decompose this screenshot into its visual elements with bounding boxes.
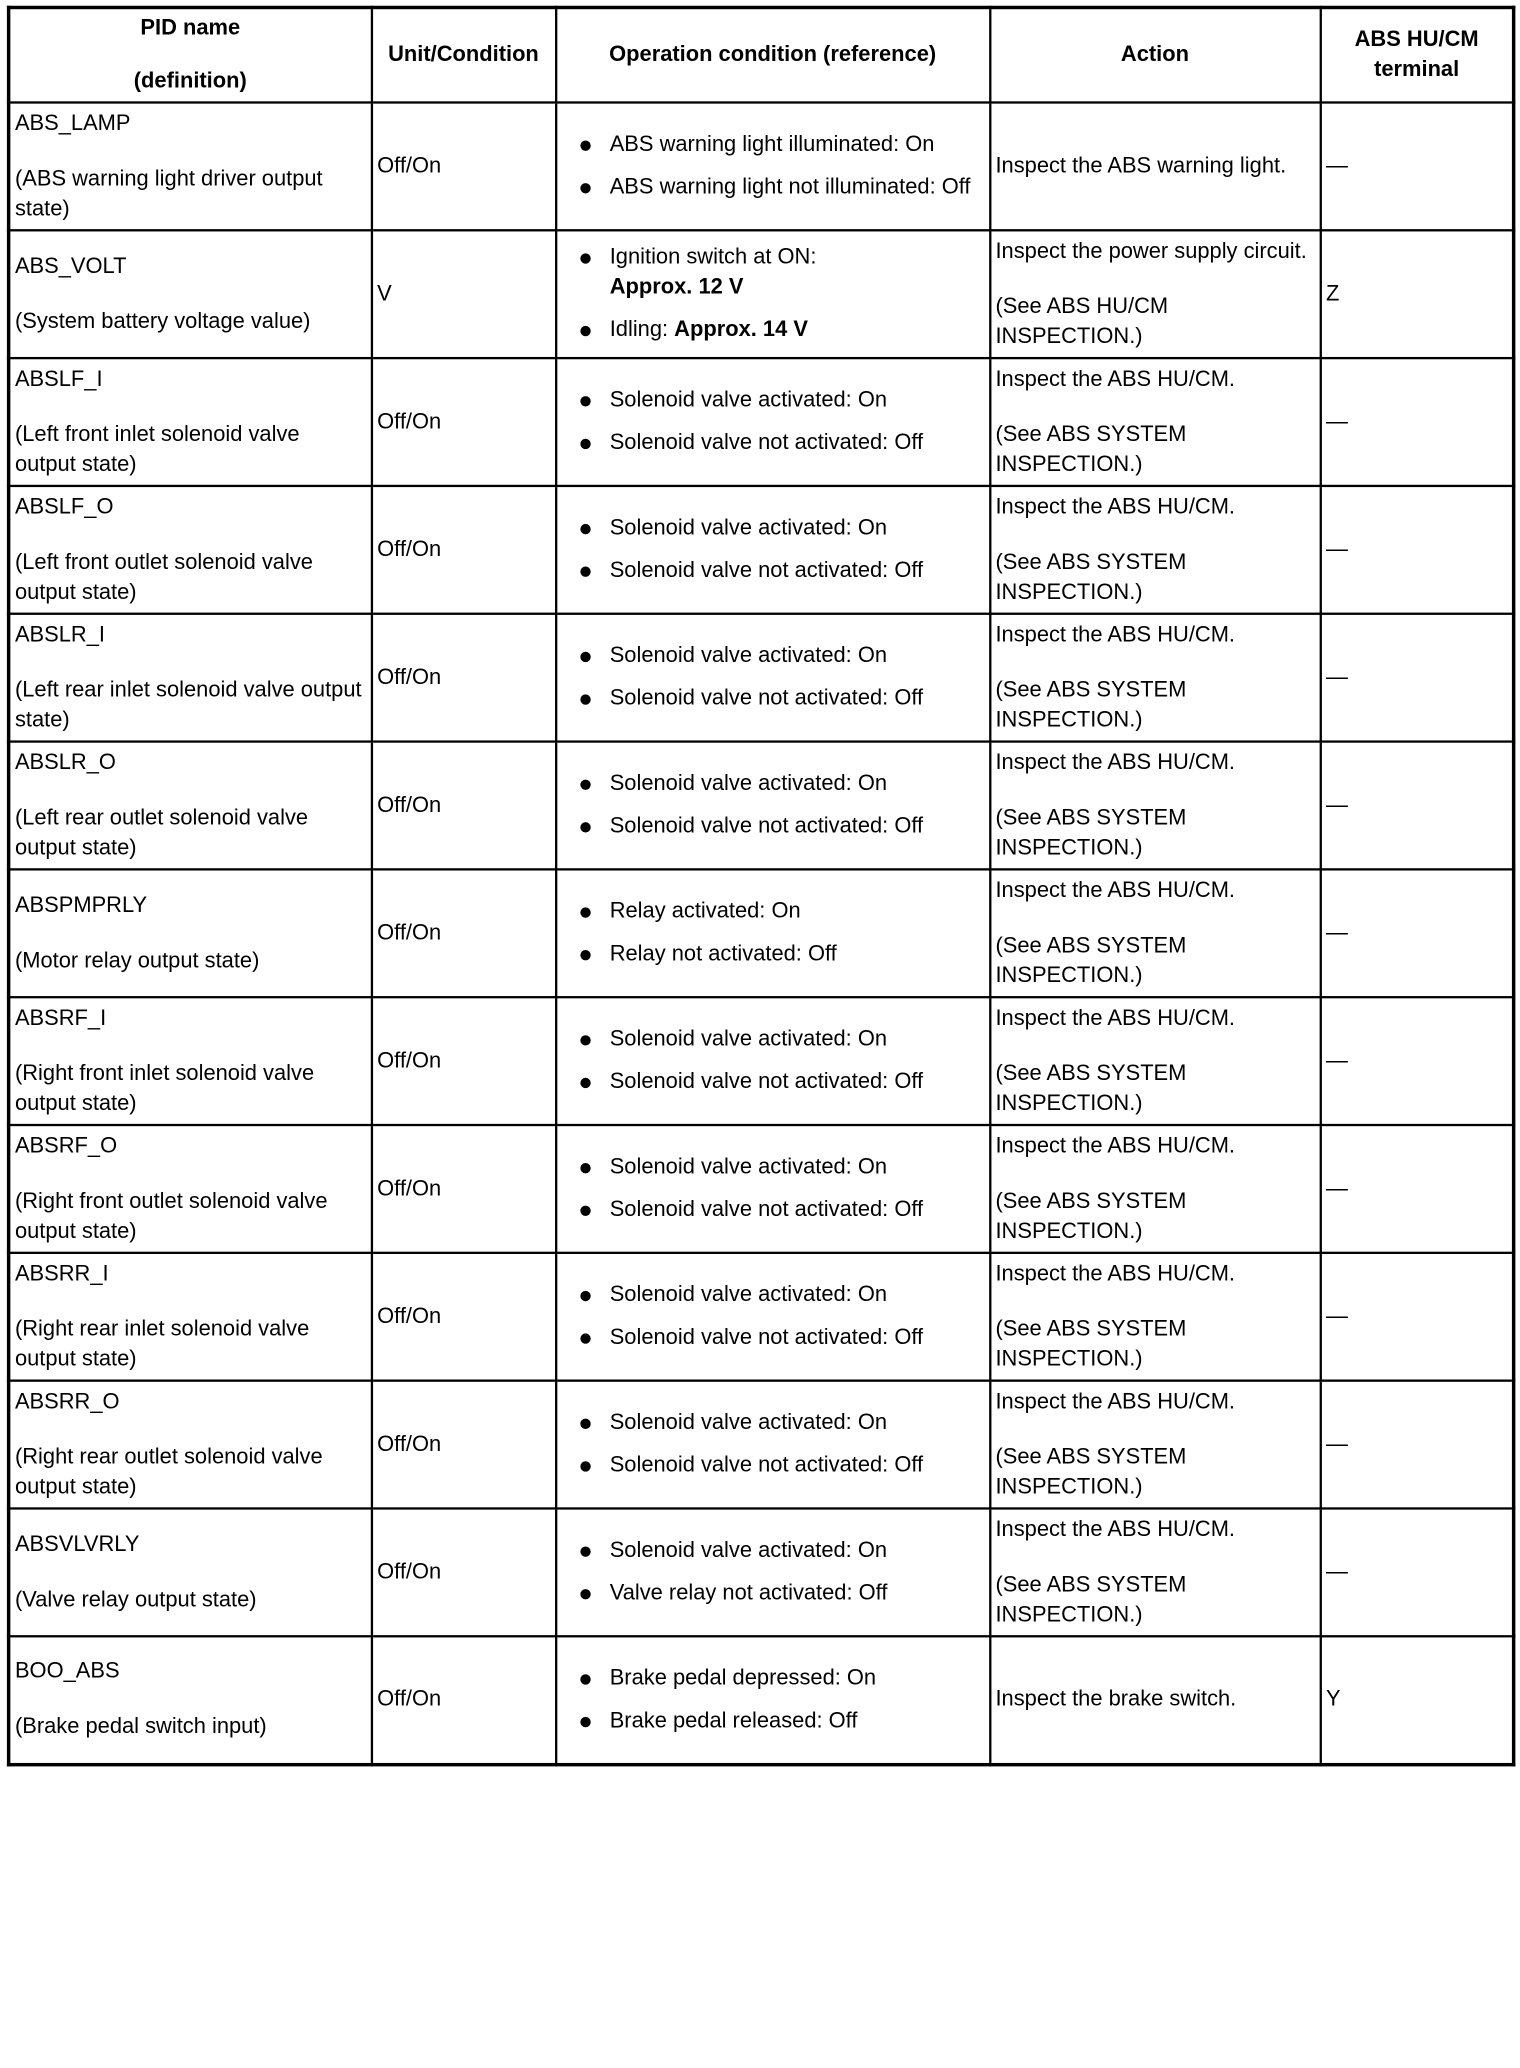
condition-item bbox=[561, 1153, 984, 1183]
bullet-icon bbox=[580, 183, 590, 193]
action-cell bbox=[990, 1125, 1320, 1253]
terminal-cell: Y bbox=[1320, 1636, 1513, 1764]
action-cell bbox=[990, 997, 1320, 1125]
pid-code: ABS_VOLT bbox=[14, 253, 127, 279]
condition-item bbox=[561, 1067, 984, 1097]
condition-text: Idling: bbox=[609, 317, 675, 342]
action-cell bbox=[990, 1508, 1320, 1636]
bullet-icon bbox=[580, 1419, 590, 1429]
pid-code: ABSLR_I bbox=[14, 622, 105, 647]
bullet-icon bbox=[580, 652, 590, 662]
bullet-icon bbox=[580, 1546, 590, 1556]
pid-code: ABSLF_O bbox=[14, 494, 114, 519]
condition-item bbox=[561, 173, 984, 203]
bullet-icon bbox=[580, 326, 590, 336]
bullet-icon bbox=[580, 524, 590, 534]
action-cell bbox=[990, 1381, 1320, 1509]
bullet-icon bbox=[580, 567, 590, 577]
condition-text: Ignition switch at ON: bbox=[609, 245, 817, 270]
bullet-icon bbox=[580, 1163, 590, 1173]
pid-definition: (Right rear outlet solenoid valve output state) bbox=[14, 1444, 323, 1499]
terminal-cell: — bbox=[1320, 997, 1513, 1125]
action-reference: (See ABS SYSTEM INSPECTION.) bbox=[995, 805, 1187, 860]
action-cell bbox=[990, 486, 1320, 614]
pid-definition: (Brake pedal switch input) bbox=[14, 1714, 267, 1740]
action-text: Inspect the brake switch. bbox=[995, 1687, 1237, 1712]
unit-cell: Off/On bbox=[371, 742, 555, 870]
operation-condition-cell bbox=[556, 1125, 990, 1253]
action-text: Inspect the ABS warning light. bbox=[995, 153, 1287, 178]
bullet-icon bbox=[580, 439, 590, 449]
condition-item bbox=[561, 1323, 984, 1353]
condition-text: Solenoid valve not activated: Off bbox=[609, 1453, 924, 1478]
condition-list bbox=[561, 1664, 984, 1737]
condition-list bbox=[561, 641, 984, 714]
operation-condition-cell bbox=[556, 486, 990, 614]
condition-text: Solenoid valve not activated: Off bbox=[609, 1197, 924, 1222]
operation-condition-cell bbox=[556, 230, 990, 358]
pid-definition: (Motor relay output state) bbox=[14, 948, 260, 973]
pid-definition: (ABS warning light driver output state) bbox=[14, 166, 323, 221]
terminal-cell: Z bbox=[1320, 230, 1513, 358]
terminal-cell: — bbox=[1320, 869, 1513, 997]
table-row bbox=[9, 869, 1514, 997]
condition-list bbox=[561, 1025, 984, 1098]
action-reference: (See ABS HU/CM INSPECTION.) bbox=[995, 294, 1169, 349]
pid-code: ABSLF_I bbox=[14, 366, 103, 391]
bullet-icon bbox=[580, 253, 590, 263]
action-text: Inspect the ABS HU/CM. bbox=[995, 750, 1236, 775]
action-reference: (See ABS SYSTEM INSPECTION.) bbox=[995, 549, 1187, 604]
condition-item bbox=[561, 812, 984, 842]
table-row bbox=[9, 486, 1514, 614]
action-reference: (See ABS SYSTEM INSPECTION.) bbox=[995, 1061, 1187, 1116]
condition-item bbox=[561, 1025, 984, 1055]
action-cell bbox=[990, 102, 1320, 230]
action-text: Inspect the power supply circuit. bbox=[995, 238, 1307, 264]
condition-item bbox=[561, 1195, 984, 1225]
condition-text: Solenoid valve activated: On bbox=[609, 1154, 888, 1180]
bullet-icon bbox=[580, 1291, 590, 1301]
operation-condition-cell bbox=[556, 997, 990, 1125]
pid-definition: (Left rear inlet solenoid valve output state) bbox=[14, 677, 362, 732]
unit-cell: Off/On bbox=[371, 358, 555, 486]
operation-condition-cell bbox=[556, 358, 990, 486]
table-row bbox=[9, 230, 1514, 358]
condition-text: Brake pedal depressed: On bbox=[609, 1665, 877, 1691]
pid-definition: (Left front inlet solenoid valve output state) bbox=[14, 422, 300, 477]
action-reference: (See ABS SYSTEM INSPECTION.) bbox=[995, 677, 1187, 732]
condition-text: Solenoid valve not activated: Off bbox=[609, 1325, 924, 1350]
action-text: Inspect the ABS HU/CM. bbox=[995, 1517, 1236, 1542]
condition-item bbox=[561, 316, 984, 346]
terminal-cell: — bbox=[1320, 614, 1513, 742]
unit-cell: Off/On bbox=[371, 1508, 555, 1636]
action-text: Inspect the ABS HU/CM. bbox=[995, 878, 1236, 903]
action-cell bbox=[990, 358, 1320, 486]
action-text: Inspect the ABS HU/CM. bbox=[995, 1261, 1236, 1286]
condition-text: ABS warning light not illuminated: Off bbox=[609, 175, 971, 200]
terminal-cell: — bbox=[1320, 102, 1513, 230]
pid-definition: (Left front outlet solenoid valve output state) bbox=[14, 549, 313, 604]
table-row bbox=[9, 1636, 1514, 1764]
condition-text: Brake pedal released: Off bbox=[609, 1708, 858, 1733]
pid-name-cell bbox=[9, 486, 372, 614]
table-row bbox=[9, 358, 1514, 486]
bullet-icon bbox=[580, 822, 590, 832]
bullet-icon bbox=[580, 140, 590, 150]
pid-name-cell bbox=[9, 358, 372, 486]
condition-list bbox=[561, 130, 984, 203]
terminal-cell: — bbox=[1320, 742, 1513, 870]
unit-cell: Off/On bbox=[371, 102, 555, 230]
header-pid-name-line2: (definition) bbox=[133, 69, 247, 94]
table-row bbox=[9, 1381, 1514, 1509]
action-reference: (See ABS SYSTEM INSPECTION.) bbox=[995, 1444, 1187, 1499]
action-cell bbox=[990, 1636, 1320, 1764]
condition-list bbox=[561, 1280, 984, 1353]
terminal-cell: — bbox=[1320, 486, 1513, 614]
condition-text: Solenoid valve activated: On bbox=[609, 515, 888, 541]
pid-name-cell bbox=[9, 997, 372, 1125]
pid-code: ABSRF_O bbox=[14, 1133, 118, 1158]
condition-item bbox=[561, 386, 984, 416]
unit-cell: Off/On bbox=[371, 1381, 555, 1509]
action-reference: (See ABS SYSTEM INSPECTION.) bbox=[995, 422, 1187, 477]
action-cell bbox=[990, 742, 1320, 870]
bullet-icon bbox=[580, 950, 590, 960]
pid-name-cell bbox=[9, 869, 372, 997]
pid-name-cell bbox=[9, 1508, 372, 1636]
condition-value: Approx. 14 V bbox=[674, 317, 808, 342]
unit-cell: Off/On bbox=[371, 1253, 555, 1381]
header-unit: Unit/Condition bbox=[371, 7, 555, 102]
condition-list bbox=[561, 1536, 984, 1609]
table-row bbox=[9, 1253, 1514, 1381]
pid-code: BOO_ABS bbox=[14, 1659, 120, 1684]
action-cell bbox=[990, 869, 1320, 997]
bullet-icon bbox=[580, 1333, 590, 1343]
condition-item bbox=[561, 1408, 984, 1438]
pid-code: ABSPMPRLY bbox=[14, 892, 148, 918]
bullet-icon bbox=[580, 396, 590, 406]
unit-cell: V bbox=[371, 230, 555, 358]
condition-list bbox=[561, 1153, 984, 1226]
header-row bbox=[9, 7, 1514, 102]
condition-item bbox=[561, 1451, 984, 1481]
pid-name-cell bbox=[9, 1253, 372, 1381]
action-cell bbox=[990, 230, 1320, 358]
header-pid-name-line1: PID name bbox=[140, 16, 241, 41]
table-row bbox=[9, 1508, 1514, 1636]
unit-cell: Off/On bbox=[371, 486, 555, 614]
action-text: Inspect the ABS HU/CM. bbox=[995, 622, 1236, 647]
pid-name-cell bbox=[9, 1636, 372, 1764]
operation-condition-cell bbox=[556, 1253, 990, 1381]
bullet-icon bbox=[580, 1206, 590, 1216]
unit-cell: Off/On bbox=[371, 1636, 555, 1764]
condition-value: Approx. 12 V bbox=[609, 275, 744, 300]
condition-text: Relay not activated: Off bbox=[609, 941, 837, 967]
condition-item bbox=[561, 1579, 984, 1609]
pid-definition: (Left rear outlet solenoid valve output state) bbox=[14, 805, 309, 860]
bullet-icon bbox=[580, 1674, 590, 1684]
condition-text: ABS warning light illuminated: On bbox=[609, 132, 935, 157]
pid-code: ABSRR_I bbox=[14, 1261, 109, 1286]
terminal-cell: — bbox=[1320, 1508, 1513, 1636]
condition-text: Solenoid valve activated: On bbox=[609, 1538, 888, 1563]
terminal-cell: — bbox=[1320, 1253, 1513, 1381]
pid-definition: (System battery voltage value) bbox=[14, 309, 311, 334]
bullet-icon bbox=[580, 1717, 590, 1727]
condition-text: Solenoid valve activated: On bbox=[609, 1027, 888, 1052]
condition-text: Solenoid valve not activated: Off bbox=[609, 430, 924, 455]
unit-cell: Off/On bbox=[371, 997, 555, 1125]
condition-text: Solenoid valve not activated: Off bbox=[609, 814, 924, 839]
table-body bbox=[9, 102, 1514, 1764]
pid-name-cell bbox=[9, 614, 372, 742]
action-reference: (See ABS SYSTEM INSPECTION.) bbox=[995, 1188, 1187, 1244]
operation-condition-cell bbox=[556, 614, 990, 742]
condition-text: Solenoid valve activated: On bbox=[609, 643, 888, 668]
bullet-icon bbox=[580, 907, 590, 917]
condition-list bbox=[561, 243, 984, 345]
condition-item bbox=[561, 514, 984, 544]
terminal-cell: — bbox=[1320, 358, 1513, 486]
action-reference: (See ABS SYSTEM INSPECTION.) bbox=[995, 1316, 1187, 1371]
operation-condition-cell bbox=[556, 742, 990, 870]
pid-name-cell bbox=[9, 1381, 372, 1509]
bullet-icon bbox=[580, 780, 590, 790]
action-text: Inspect the ABS HU/CM. bbox=[995, 366, 1236, 391]
condition-text: Solenoid valve not activated: Off bbox=[609, 1069, 924, 1094]
pid-name-cell bbox=[9, 742, 372, 870]
action-text: Inspect the ABS HU/CM. bbox=[995, 1005, 1236, 1031]
condition-item bbox=[561, 556, 984, 586]
pid-code: ABSRR_O bbox=[14, 1389, 120, 1414]
bullet-icon bbox=[580, 694, 590, 704]
condition-list bbox=[561, 386, 984, 459]
operation-condition-cell bbox=[556, 869, 990, 997]
pid-name-cell bbox=[9, 102, 372, 230]
unit-cell: Off/On bbox=[371, 1125, 555, 1253]
table-row bbox=[9, 997, 1514, 1125]
condition-list bbox=[561, 897, 984, 970]
condition-item bbox=[561, 641, 984, 671]
pid-name-cell bbox=[9, 1125, 372, 1253]
action-text: Inspect the ABS HU/CM. bbox=[995, 494, 1236, 519]
operation-condition-cell bbox=[556, 1381, 990, 1509]
pid-definition: (Right front inlet solenoid valve output state) bbox=[14, 1061, 315, 1116]
action-cell bbox=[990, 614, 1320, 742]
operation-condition-cell bbox=[556, 102, 990, 230]
condition-item bbox=[561, 769, 984, 799]
condition-item bbox=[561, 1280, 984, 1310]
condition-text: Valve relay not activated: Off bbox=[609, 1581, 888, 1606]
header-action: Action bbox=[990, 7, 1320, 102]
condition-item bbox=[561, 243, 984, 303]
pid-code: ABSVLVRLY bbox=[14, 1532, 140, 1557]
condition-list bbox=[561, 514, 984, 587]
action-cell bbox=[990, 1253, 1320, 1381]
condition-list bbox=[561, 769, 984, 842]
action-text: Inspect the ABS HU/CM. bbox=[995, 1389, 1236, 1414]
condition-item bbox=[561, 1706, 984, 1736]
condition-item bbox=[561, 428, 984, 458]
bullet-icon bbox=[580, 1589, 590, 1599]
condition-item bbox=[561, 1664, 984, 1694]
terminal-cell: — bbox=[1320, 1381, 1513, 1509]
operation-condition-cell bbox=[556, 1636, 990, 1764]
operation-condition-cell bbox=[556, 1508, 990, 1636]
terminal-cell: — bbox=[1320, 1125, 1513, 1253]
condition-text: Solenoid valve not activated: Off bbox=[609, 686, 924, 711]
condition-text: Solenoid valve activated: On bbox=[609, 388, 888, 413]
condition-item bbox=[561, 897, 984, 927]
bullet-icon bbox=[580, 1078, 590, 1088]
action-reference: (See ABS SYSTEM INSPECTION.) bbox=[995, 1572, 1187, 1627]
table-row bbox=[9, 742, 1514, 870]
pid-code: ABSRF_I bbox=[14, 1005, 107, 1031]
condition-item bbox=[561, 940, 984, 970]
unit-cell: Off/On bbox=[371, 614, 555, 742]
header-operation: Operation condition (reference) bbox=[556, 7, 990, 102]
pid-code: ABSLR_O bbox=[14, 750, 116, 775]
pid-table bbox=[7, 6, 1515, 1766]
pid-definition: (Right rear inlet solenoid valve output state) bbox=[14, 1316, 310, 1371]
condition-text: Solenoid valve activated: On bbox=[609, 1282, 888, 1307]
condition-text: Relay activated: On bbox=[609, 899, 801, 924]
table-row bbox=[9, 1125, 1514, 1253]
action-reference: (See ABS SYSTEM INSPECTION.) bbox=[995, 933, 1187, 988]
pid-name-cell bbox=[9, 230, 372, 358]
table-row bbox=[9, 614, 1514, 742]
bullet-icon bbox=[580, 1035, 590, 1045]
condition-item bbox=[561, 684, 984, 714]
header-terminal: ABS HU/CM terminal bbox=[1320, 7, 1513, 102]
header-pid-name bbox=[9, 7, 372, 102]
pid-definition: (Right front outlet solenoid valve output state) bbox=[14, 1188, 328, 1244]
condition-text: Solenoid valve not activated: Off bbox=[609, 558, 924, 583]
pid-code: ABS_LAMP bbox=[14, 111, 131, 136]
condition-text: Solenoid valve activated: On bbox=[609, 1410, 888, 1435]
table-row bbox=[9, 102, 1514, 230]
condition-list bbox=[561, 1408, 984, 1481]
unit-cell: Off/On bbox=[371, 869, 555, 997]
bullet-icon bbox=[580, 1461, 590, 1471]
pid-definition: (Valve relay output state) bbox=[14, 1587, 257, 1612]
condition-text: Solenoid valve activated: On bbox=[609, 771, 888, 796]
action-text: Inspect the ABS HU/CM. bbox=[995, 1133, 1236, 1158]
condition-item bbox=[561, 1536, 984, 1566]
condition-item bbox=[561, 130, 984, 160]
